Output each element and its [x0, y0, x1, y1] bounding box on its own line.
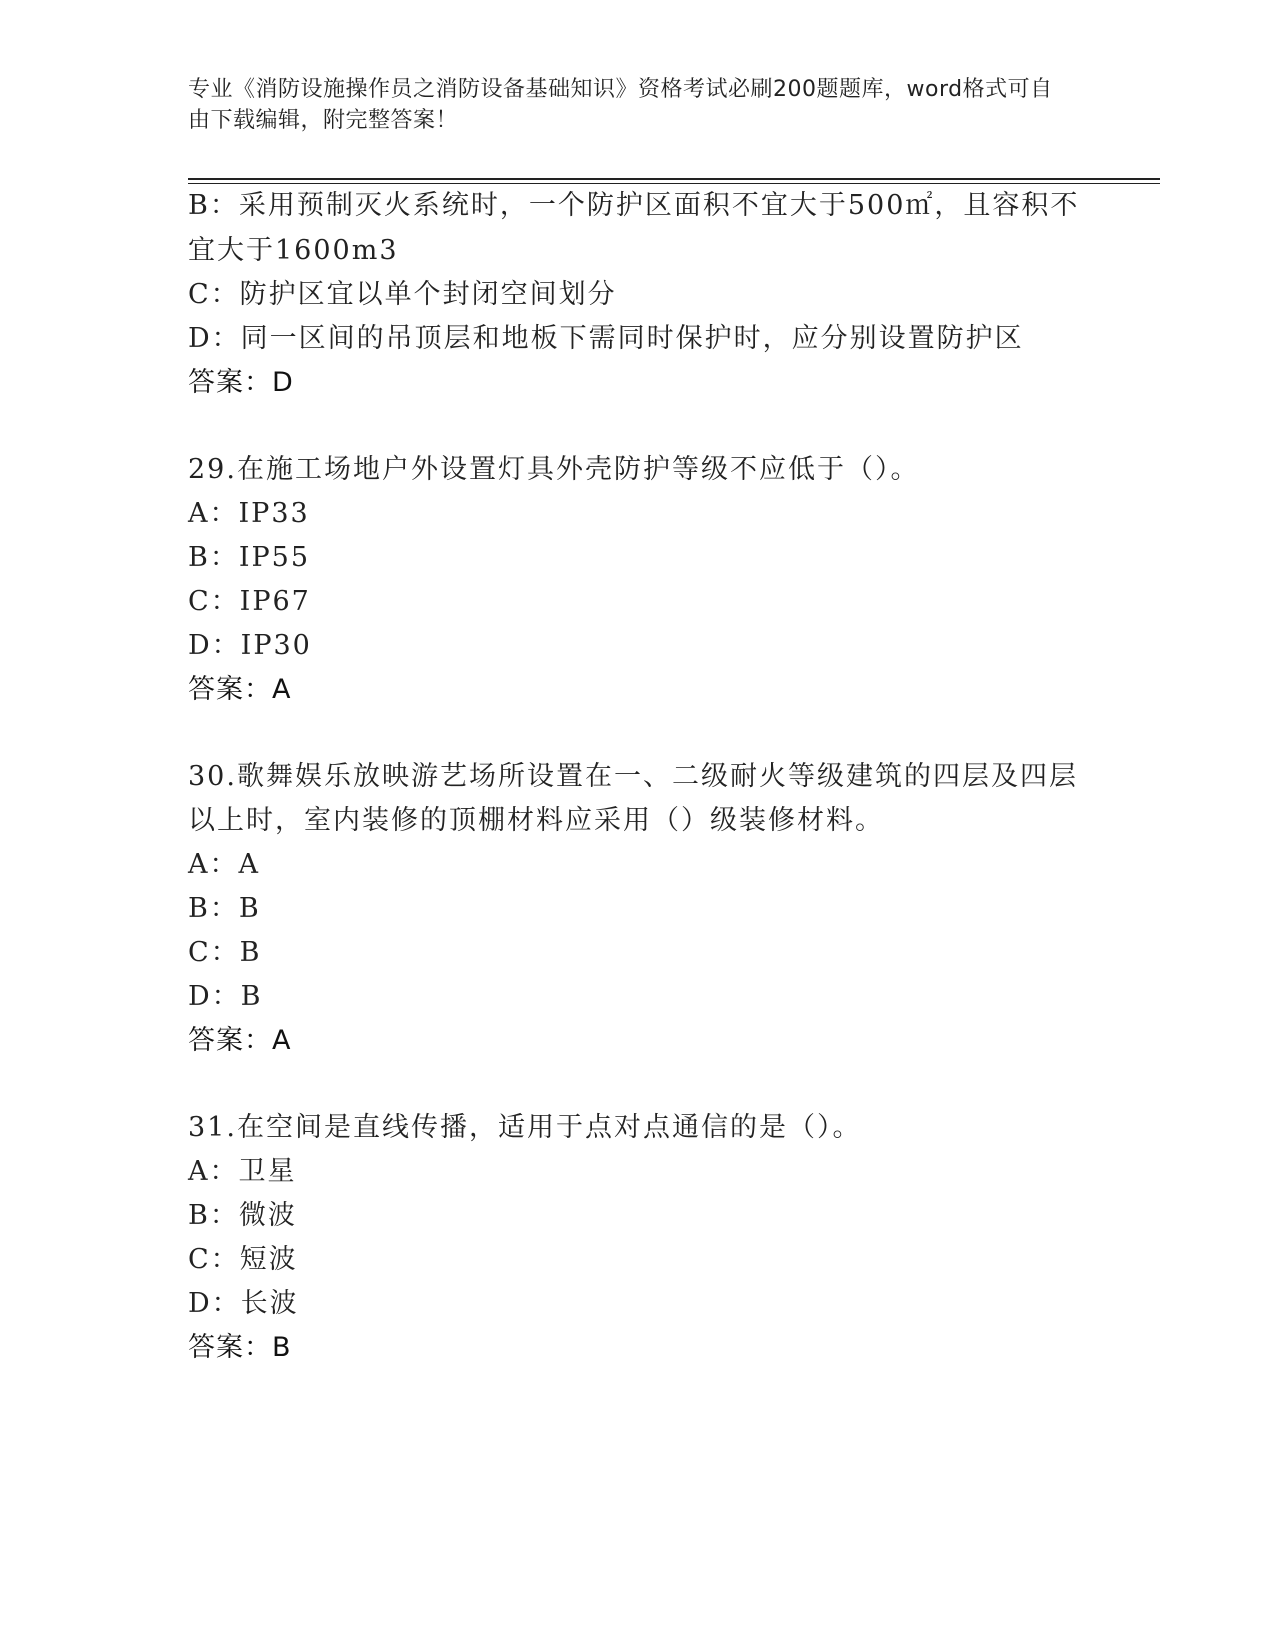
header-divider-bottom: [188, 183, 1160, 184]
q29-option-a: A：IP33: [188, 498, 310, 529]
q28-option-d: D：同一区间的吊顶层和地板下需同时保护时，应分别设置防护区: [188, 323, 1024, 354]
document-header: 专业《消防设施操作员之消防设备基础知识》资格考试必刷200题题库，word格式可自由下载编辑，附完整答案！: [188, 77, 1053, 133]
q30-option-d: D：B: [188, 981, 263, 1012]
q30-option-a: A：A: [188, 849, 260, 880]
q31-answer: 答案：B: [188, 1332, 292, 1363]
q30-stem-line1: 30.歌舞娱乐放映游艺场所设置在一、二级耐火等级建筑的四层及四层: [188, 761, 1078, 792]
q28-option-c: C：防护区宜以单个封闭空间划分: [188, 279, 617, 310]
q30-option-c: C：B: [188, 937, 262, 968]
q28-option-b-line1: B：采用预制灭火系统时，一个防护区面积不宜大于500㎡，且容积不: [188, 190, 1080, 221]
q31-option-a: A：卫星: [188, 1156, 297, 1187]
q29-option-c: C：IP67: [188, 586, 311, 617]
q31-option-b: B：微波: [188, 1200, 297, 1231]
q30-option-b: B：B: [188, 893, 261, 924]
q29-option-b: B：IP55: [188, 542, 311, 573]
header-divider-top: [188, 178, 1160, 180]
q29-answer: 答案：A: [188, 674, 292, 705]
q30-stem-line2: 以上时，室内装修的顶棚材料应采用（）级装修材料。: [188, 805, 884, 836]
q29-option-d: D：IP30: [188, 630, 312, 661]
q29-stem: 29.在施工场地户外设置灯具外壳防护等级不应低于（）。: [188, 454, 920, 485]
q28-answer: 答案：D: [188, 367, 294, 398]
q31-option-c: C：短波: [188, 1244, 298, 1275]
q30-answer: 答案：A: [188, 1025, 292, 1056]
q28-option-b-line2: 宜大于1600m3: [188, 235, 399, 266]
q31-option-d: D：长波: [188, 1288, 299, 1319]
q31-stem: 31.在空间是直线传播，适用于点对点通信的是（）。: [188, 1112, 862, 1143]
